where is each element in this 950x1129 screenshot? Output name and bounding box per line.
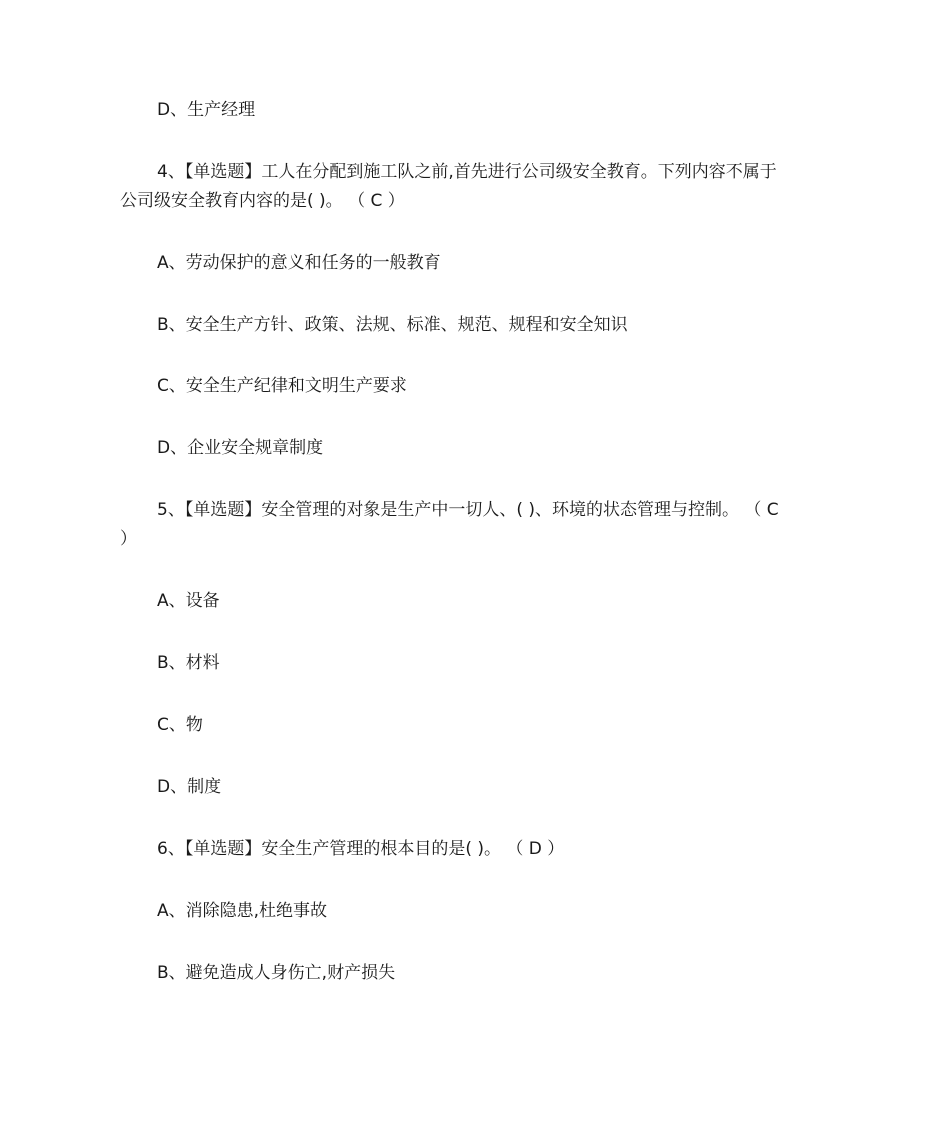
q4-stem-line-1: 4、【单选题】工人在分配到施工队之前,首先进行公司级安全教育。下列内容不属于 [157, 162, 777, 182]
q5-option-d: D、制度 [157, 777, 222, 797]
q5-option-c: C、物 [157, 715, 203, 735]
q6-stem-line-1: 6、【单选题】安全生产管理的根本目的是( )。 （ D ） [157, 839, 565, 859]
q3-option-d: D、生产经理 [157, 100, 256, 120]
q5-stem-line-1: 5、【单选题】安全管理的对象是生产中一切人、( )、环境的状态管理与控制。 （ C [157, 500, 779, 520]
q4-option-a: A、劳动保护的意义和任务的一般教育 [157, 253, 441, 273]
q4-option-b: B、安全生产方针、政策、法规、标准、规范、规程和安全知识 [157, 315, 628, 335]
q5-stem-line-2: ） [120, 529, 137, 549]
q5-option-a: A、设备 [157, 591, 220, 611]
q4-option-d: D、企业安全规章制度 [157, 438, 324, 458]
q6-option-a: A、消除隐患,杜绝事故 [157, 901, 328, 921]
q6-option-b: B、避免造成人身伤亡,财产损失 [157, 963, 396, 983]
q4-option-c: C、安全生产纪律和文明生产要求 [157, 376, 407, 396]
q5-option-b: B、材料 [157, 653, 220, 673]
q4-stem-line-2: 公司级安全教育内容的是( )。 （ C ） [120, 191, 405, 211]
